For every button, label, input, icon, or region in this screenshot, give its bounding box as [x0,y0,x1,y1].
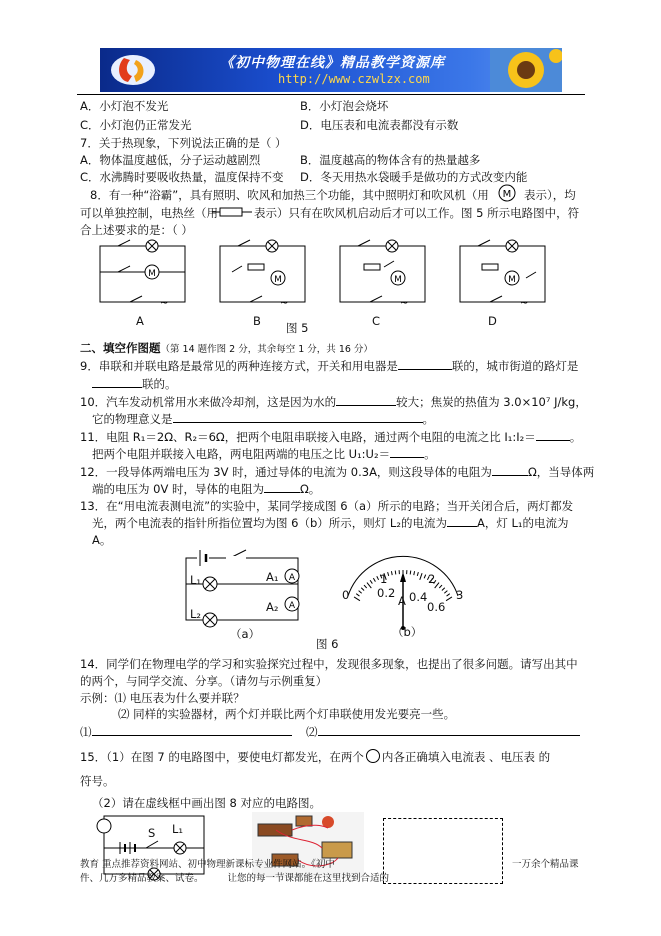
dial-tick [420,573,422,580]
dial-label-0-2: 0.2 [377,586,396,600]
dial-tick [361,588,364,591]
fig5-label-b: B [253,314,261,328]
q10-blank-1[interactable] [336,405,396,406]
dial-tick [388,572,389,576]
footer-1b: 重点推荐资料网站、初中物理新课标 [102,859,255,870]
fig5-label-a: A [136,314,144,328]
fig6-L2: L₂ [190,607,202,621]
section2-note: （第 14 题作图 2 分，其余每空 1 分，共 16 分） [160,344,373,355]
q8-line2a: 可以单独控制，电热丝（用 [80,206,218,220]
dial-tick [359,591,362,594]
q11-line1a: 11．电阻 R₁＝2Ω、R₂＝6Ω，把两个电阻串联接入电路，通过两个电阻的电流之比 I₁:I₂＝ [80,430,536,444]
circuit-c [340,240,425,309]
dial-label-0-6: 0.6 [427,600,446,614]
q9-line1b: 联的，城市街道的路灯是 [451,359,579,373]
figure-5-circuits [90,236,590,318]
circuit-c-motor-label: M [394,275,402,285]
q13-line2a: 光，两个电流表的指针所指位置均为图 6（b）所示，则灯 L₂的电流为 [92,516,447,530]
q14-answer-1-blank[interactable] [92,735,292,736]
resistor-symbol-icon [212,206,252,218]
dial-label-3: 3 [456,588,464,602]
dial-tick [447,594,450,596]
footer-1a: 教育 [80,859,100,870]
q10-blank-2[interactable] [173,422,423,423]
q8-line3: 合上述要求的是：（ ） [80,223,193,237]
dial-tick [395,571,396,575]
dial-tick [444,591,447,594]
dial-tick [435,583,439,588]
dial-tick [377,576,379,580]
svg-text:~: ~ [160,298,169,309]
q10-line1a: 10．汽车发动机常用水来做冷却剂，这是因为水的 [80,395,337,409]
dial-tick [446,597,452,601]
banner-title: 《初中物理在线》精品教学资源库 [220,55,445,71]
dial-tick [439,585,442,588]
q10-line2a: 它的物理意义是 [92,412,173,426]
q11-line1b: 。 [569,430,582,444]
q14-answer-2-label: ⑵ [306,725,318,739]
q14-example-2: ⑵ 同样的实验器材，两个灯并联比两个灯串联使用发光要亮一些。 [118,707,456,721]
q14-answer-2-blank[interactable] [318,735,580,736]
dial-tick [442,588,445,591]
circuit-a [100,240,185,309]
q11-line2a: 把两个电阻并联接入电路，两电阻两端的电压之比 U₁:U₂＝ [92,447,391,461]
q10-line2b: 。 [422,412,434,426]
q7-option-b: B．温度越高的物体含有的热量越多 [300,153,481,167]
dial-label-1: 1 [380,572,388,586]
fig7-L1: L₁ [172,822,184,836]
dial-tick [373,578,375,581]
q12-blank-1[interactable] [492,475,528,476]
footer-2a: 件、几万多精品教案、试卷。 [80,873,204,884]
q15-line1a: 15．（1）在图 7 的电路图中，要使电灯都发光，在两个 [80,750,364,764]
circuit-b [220,240,305,309]
q13-blank-1[interactable] [447,526,477,527]
fig5-caption: 图 5 [286,321,309,335]
fig6-caption: 图 6 [316,637,339,651]
q13-line1: 13．在“用电流表测电流”的实验中，某同学接成图 6（a）所示的电路；当开关闭合后，两灯都发 [80,499,574,513]
dial-tick [356,594,359,596]
svg-text:~: ~ [520,298,529,309]
q11-line2b: 。 [424,447,436,461]
q14-example-1: 示例：⑴ 电压表为什么要并联？ [80,691,245,705]
fig6-a-label: （a） [230,627,261,641]
q14-answer-1-label: ⑴ [80,725,92,739]
footer-2b: 让您的每一节课都能在这里找到合适的 [227,873,390,884]
q13-line2b: A，灯 L₁的电流为 [476,516,569,530]
dial-tick [410,571,411,575]
site-banner [100,48,562,92]
fig5-label-c: C [372,314,381,328]
dial-tick [367,583,371,588]
ammeter-2-symbol: A [288,601,296,611]
q15-part2: （2）请在虚线框中画出图 8 对应的电路图。 [92,796,321,810]
motor-symbol-label: M [502,189,512,200]
q15-line1b: 内各正确填入电流表 、电压表 的 [381,750,551,764]
q6-option-b: B．小灯泡会烧坏 [300,99,389,113]
dial-label-0-4: 0.4 [409,590,428,604]
q8-line1a: 8．有一种“浴霸”，具有照明、吹风和加热三个功能，其中照明灯和吹风机（用 [90,188,489,202]
header-rule [77,94,585,95]
q12-line1a: 12．一段导体两端电压为 3V 时，通过导体的电流为 0.3A，则这段导体的电阻为 [80,465,492,479]
q12-line1b: Ω，当导体两 [527,465,595,479]
ammeter-1-symbol: A [288,573,296,583]
q8-line2b: 表示）只有在吹风机启动后才可以工作。图 5 所示电路图中，符 [254,206,580,220]
circuit-b-motor-label: M [274,275,282,285]
fig6-A1: A₁ [266,570,279,584]
q6-option-c: C．小灯泡仍正常发光 [80,118,192,132]
svg-text:~: ~ [280,298,289,309]
q14-line1: 14．同学们在物理电学的学习和实验探究过程中，发现很多现象，也提出了很多问题。请写出其中 [80,657,578,671]
q14-line2: 的两个，与同学交流、分享。（请勿与示例重复） [80,674,328,688]
q9-blank-2[interactable] [92,387,142,388]
fig5-label-d: D [488,314,497,328]
q7-option-c: C．水沸腾时要吸收热量，温度保持不变 [80,170,284,184]
q6-option-a: A．小灯泡不发光 [80,99,169,113]
q10-line1b: 较大；焦炭的热值为 3.0×10⁷ J/kg， [396,395,587,409]
sunflower-image [490,48,562,92]
q7-stem: 7．关于热现象，下列说法正确的是（ ） [80,136,287,150]
dial-tick [391,571,392,575]
q9-blank-1[interactable] [398,369,452,370]
motor-symbol-icon [495,184,519,202]
dial-tick [417,572,418,576]
meter-circle-icon [366,749,380,763]
dial-tick [424,575,426,579]
site-logo [106,52,160,88]
circuit-a-motor-label: M [148,269,156,279]
q13-line3: A。 [92,533,112,547]
dial-tick [354,597,360,601]
fig6-b-label: （b） [392,625,423,639]
q6-option-d: D．电压表和电流表都没有示数 [300,118,459,132]
q7-option-d: D．冬天用热水袋暖手是做功的方式改变内能 [300,170,528,184]
fig7-S: S [148,826,156,840]
q12-line2b: Ω。 [300,482,321,496]
dial-unit: A [398,594,406,608]
fig6-L1: L₁ [190,573,202,587]
banner-url: http://www.czwlzx.com [278,72,430,86]
q9-line2: 联的。 [142,377,177,391]
answer-dashed-box[interactable] [383,818,503,884]
q11-blank-1[interactable] [536,440,570,441]
q8-line1b: 表示），均 [524,188,576,202]
dial-label-2: 2 [428,572,436,586]
q7-option-a: A．物体温度越低，分子运动越剧烈 [80,153,261,167]
q12-line2a: 端的电压为 0V 时，导体的电阻为 [92,482,264,496]
footer-1c: 专业件网站。《初中 [254,859,335,870]
dial-tick [414,571,415,575]
section2-title: 二、填空作图题 [80,341,161,355]
q9-line1a: 9．串联和并联电路是最常见的两种连接方式，开关和用电器是 [80,359,398,373]
fig6-A2: A₂ [266,600,279,614]
footer-1d: 一万余个精品课 [512,859,579,870]
dial-label-0: 0 [342,588,350,602]
circuit-d-motor-label: M [508,275,516,285]
q11-blank-2[interactable] [390,457,424,458]
circuit-d [460,240,545,309]
svg-text:~: ~ [400,298,409,309]
dial-tick [370,580,372,583]
q15-line2: 符号。 [80,774,115,788]
dial-tick [364,585,367,588]
q12-blank-2[interactable] [264,492,300,493]
